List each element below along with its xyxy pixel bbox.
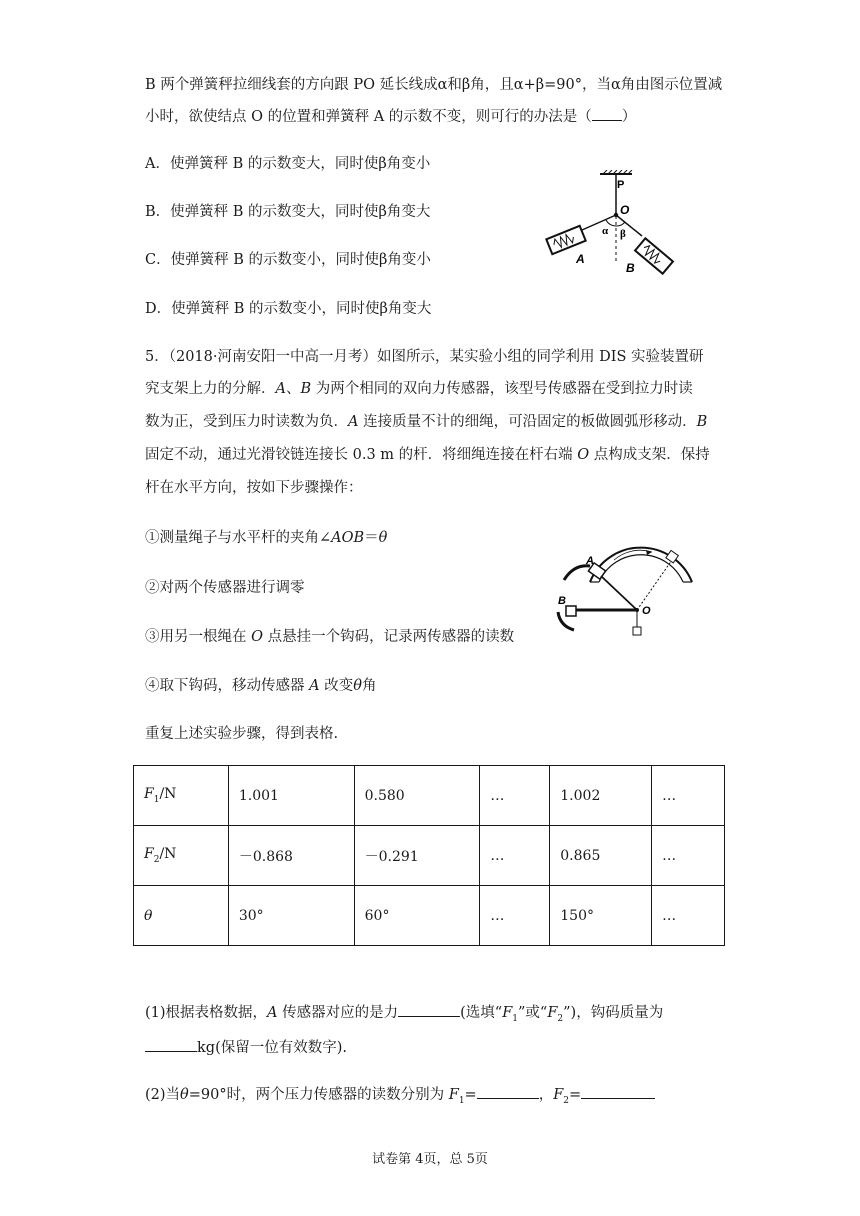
table-cell: 0.580: [354, 766, 480, 826]
row-label-symbol: F: [144, 786, 154, 803]
row-label: [134, 886, 229, 946]
table-cell: 1.001: [228, 766, 354, 826]
data-table-body: [134, 766, 725, 946]
table-cell: －0.291: [354, 826, 480, 886]
sub1-f1: F: [502, 1005, 513, 1021]
sub2-f2: F: [553, 1087, 564, 1103]
sub2-f2-sub: 2: [563, 1095, 569, 1106]
table-cell: …: [652, 766, 725, 826]
q4-option-b: B．使弹簧秤 B 的示数变大，同时使β角变大: [145, 204, 431, 220]
data-table: [133, 765, 725, 946]
row-label-symbol: θ: [144, 907, 153, 924]
answer-blank-f1: [477, 1084, 539, 1099]
label-alpha: α: [602, 225, 609, 237]
q5-line2-var-b: B: [300, 381, 312, 397]
answer-blank: [592, 106, 622, 121]
sensor-bracket-figure: [552, 540, 702, 640]
q4-stem-line2: [145, 106, 636, 127]
sub2-f1: F: [448, 1087, 459, 1103]
q4-stem-line2-close: ）: [621, 109, 637, 125]
sub1-mid: 传感器对应的是力: [277, 1005, 399, 1021]
q5-repeat: 重复上述实验步骤，得到表格.: [145, 726, 339, 742]
q5-line2-var-a: A: [275, 381, 286, 397]
sub2-eq2: =: [569, 1087, 582, 1103]
table-cell: －0.868: [228, 826, 354, 886]
q5-sub1-line2: [145, 1037, 347, 1058]
table-cell: …: [480, 886, 550, 946]
q5-sub2: [145, 1084, 655, 1111]
step1-theta: θ: [378, 530, 388, 546]
q5-line1: 5．（2018·河南安阳一中高一月考）如图所示，某实验小组的同学利用 DIS 实验装置研: [145, 349, 704, 365]
q5-line2-sep: 、: [285, 381, 301, 397]
q4-stem-line2-text: 小时，欲使结点 O 的位置和弹簧秤 A 的示数不变，则可行的办法是（: [145, 109, 592, 125]
q5-line4-rest: 点构成支架．保持: [589, 447, 710, 463]
row-label: [134, 766, 229, 826]
q5-line5: 杆在水平方向，按如下步骤操作：: [145, 480, 363, 496]
table-row: [134, 766, 725, 826]
table-cell: 60°: [354, 886, 480, 946]
q4-stem-line1: B 两个弹簧秤拉细线套的方向跟 PO 延长线成α和β角，且α+β=90°，当α角由图示位置减: [145, 77, 723, 93]
step4-mid: 改变: [319, 678, 354, 694]
q5-line3-var-b: B: [696, 414, 708, 430]
q5-sub1-line1: [145, 1002, 663, 1029]
sub1-text: (1)根据表格数据，: [145, 1005, 268, 1021]
q5-step4: [145, 676, 376, 696]
label-a: A: [576, 252, 585, 266]
sub1-var-a: A: [267, 1005, 278, 1021]
q5-step2: ②对两个传感器进行调零: [145, 580, 305, 596]
table-row: [134, 886, 725, 946]
table-cell: 0.865: [550, 826, 652, 886]
row-label-unit: /N: [159, 846, 177, 863]
label-o: O: [620, 203, 630, 217]
q5-line2-rest: 为两个相同的双向力传感器，该型号传感器在受到拉力时读: [311, 381, 693, 397]
sub2-eq1: =: [464, 1087, 477, 1103]
label-o: O: [642, 605, 651, 617]
answer-blank-mass: [145, 1037, 197, 1052]
sub2-mid: =90°时，两个压力传感器的读数分别为: [188, 1087, 449, 1103]
step3-rest: 点悬挂一个钩码，记录两传感器的读数: [263, 629, 515, 645]
step4-end: 角: [361, 678, 377, 694]
table-row: [134, 826, 725, 886]
step4-text: ④取下钩码，移动传感器: [145, 678, 310, 694]
page-footer: 试卷第 4页，总 5页: [372, 1152, 488, 1167]
step3-var-o: O: [251, 629, 263, 645]
row-label-subscript: 2: [153, 854, 160, 865]
step1-eq: ＝: [364, 530, 379, 546]
q5-line4-text: 固定不动，通过光滑铰链连接长 0.3 m 的杆．将细绳连接在杆右端: [145, 447, 578, 463]
label-b: B: [626, 261, 635, 275]
q5-line3-rest: 连接质量不计的细绳，可沿固定的板做圆弧形移动．: [358, 414, 697, 430]
q5-line2-text: 究支架上力的分解．: [145, 381, 276, 397]
sub2-theta: θ: [180, 1087, 189, 1103]
row-label: [134, 826, 229, 886]
sub2-comma: ，: [538, 1087, 554, 1103]
q5-line3-text: 数为正，受到压力时读数为负．: [145, 414, 348, 430]
q4-option-c: C．使弹簧秤 B 的示数变小，同时使β角变小: [145, 252, 431, 268]
label-p: P: [617, 179, 625, 191]
table-cell: 150°: [550, 886, 652, 946]
sub2-text: (2)当: [145, 1087, 181, 1103]
q5-line2: [145, 379, 693, 399]
q5-line3-var-a: A: [348, 414, 359, 430]
q5-step3: [145, 627, 514, 647]
spring-balance-figure: [540, 170, 680, 280]
sub1-f2-sub: 2: [557, 1013, 564, 1024]
label-b: B: [558, 595, 566, 607]
table-cell: 1.002: [550, 766, 652, 826]
step4-theta: θ: [353, 678, 362, 694]
sub1-hint: (选填“: [460, 1005, 503, 1021]
row-label-unit: /N: [159, 786, 177, 803]
row-label-symbol: F: [144, 846, 154, 863]
table-cell: …: [480, 766, 550, 826]
row-label-subscript: 1: [153, 794, 160, 805]
step1-angle: AOB: [331, 530, 365, 546]
answer-blank-force: [398, 1002, 460, 1017]
sub1-unit: kg(保留一位有效数字).: [197, 1040, 347, 1056]
step1-text: ①测量绳子与水平杆的夹角∠: [145, 530, 332, 546]
step3-text: ③用另一根绳在: [145, 629, 252, 645]
label-beta: β: [620, 228, 626, 240]
q4-option-d: D．使弹簧秤 B 的示数变小，同时使β角变大: [145, 301, 432, 317]
q5-line4-var-o: O: [577, 447, 590, 463]
sub1-or: ”或“: [518, 1005, 548, 1021]
table-cell: …: [480, 826, 550, 886]
step4-var-a: A: [309, 678, 320, 694]
q5-step1: [145, 528, 387, 548]
table-cell: …: [652, 886, 725, 946]
sub1-end: ”)，钩码质量为: [563, 1005, 664, 1021]
q5-line3: [145, 412, 707, 432]
sub1-f1-sub: 1: [512, 1013, 519, 1024]
table-cell: 30°: [228, 886, 354, 946]
sub2-f1-sub: 1: [458, 1095, 465, 1106]
sub1-f2: F: [547, 1005, 558, 1021]
q4-option-a: A．使弹簧秤 B 的示数变大，同时使β角变小: [145, 156, 431, 172]
table-cell: …: [652, 826, 725, 886]
answer-blank-f2: [581, 1084, 655, 1099]
q5-line4: [145, 445, 710, 465]
label-a: A: [586, 555, 594, 567]
